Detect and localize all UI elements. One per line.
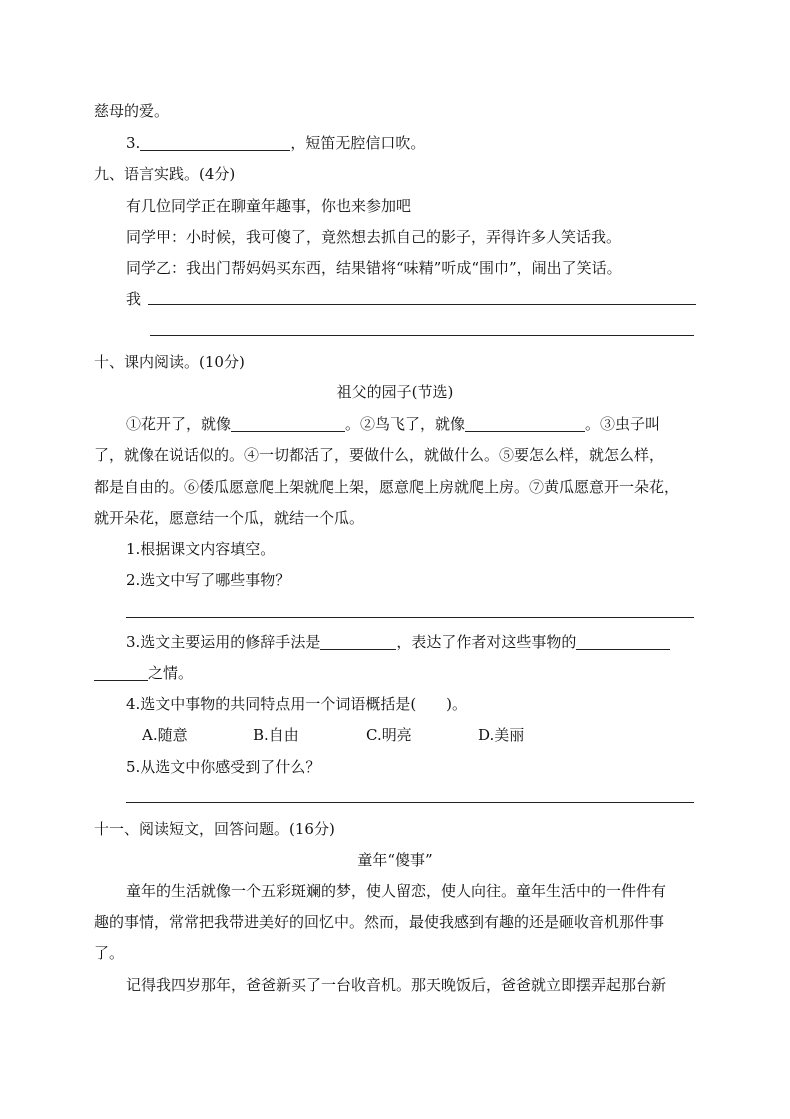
answer-line[interactable] [150, 335, 694, 336]
answer-blank[interactable] [320, 635, 396, 650]
passage-line: 就开朵花，愿意结一个瓜，就结一个瓜。 [94, 509, 365, 527]
question-2: 2.选文中写了哪些事物？ [126, 571, 291, 589]
question-text: 之情。 [148, 664, 194, 682]
passage-text: ①花开了，就像 [126, 415, 232, 433]
answer-blank[interactable] [576, 635, 670, 650]
passage-line [126, 414, 660, 434]
passage-text: 。②鸟飞了，就像 [345, 415, 466, 433]
dialogue-line: 同学甲：小时候，我可傻了，竟然想去抓自己的影子，弄得许多人笑话我。 [126, 228, 622, 246]
question-text: ，表达了作者对这些事物的 [396, 633, 577, 651]
option-a[interactable]: A.随意 [142, 726, 188, 744]
question-4: 4.选文中事物的共同特点用一个词语概括是( )。 [126, 695, 468, 713]
passage-line: 童年的生活就像一个五彩斑斓的梦，使人留恋，使人向往。童年生活中的一件件有 [126, 882, 667, 900]
section-heading: 十一、阅读短文，回答问题。(16分) [94, 820, 335, 838]
passage-title: 童年“傻事” [357, 851, 433, 869]
answer-line[interactable] [126, 617, 694, 618]
dialogue-line: 同学乙：我出门帮妈妈买东西，结果错将“味精”听成“围巾”，闹出了笑话。 [126, 259, 622, 277]
passage-line: 趣的事情，常常把我带进美好的回忆中。然而，最使我感到有趣的还是砸收音机那件事 [94, 913, 665, 931]
question-5: 5.从选文中你感受到了什么？ [126, 758, 321, 776]
question-3-continuation [94, 663, 193, 683]
section-heading: 十、课内阅读。(10分) [94, 353, 245, 371]
option-c[interactable]: C.明亮 [366, 726, 412, 744]
answer-line[interactable] [148, 304, 696, 305]
question-text: ，短笛无腔信口吹。 [290, 134, 426, 152]
question-text: 3.选文主要运用的修辞手法是 [126, 633, 321, 651]
question-3-line [126, 632, 670, 652]
text-line: 慈母的爱。 [94, 102, 170, 120]
option-d[interactable]: D.美丽 [478, 726, 525, 744]
answer-prompt: 我 [126, 290, 142, 308]
passage-line: 记得我四岁那年，爸爸新买了一台收音机。那天晚饭后，爸爸就立即摆弄起那台新 [126, 976, 667, 994]
answer-blank[interactable] [465, 417, 585, 432]
option-b[interactable]: B.自由 [253, 726, 299, 744]
question-number: 3. [126, 134, 141, 152]
passage-line: 都是自由的。⑥倭瓜愿意爬上架就爬上架，愿意爬上房就爬上房。⑦黄瓜愿意开一朵花， [94, 478, 680, 496]
answer-blank[interactable] [231, 417, 345, 432]
answer-blank[interactable] [140, 136, 290, 151]
answer-line[interactable] [126, 802, 694, 803]
section-heading: 九、语言实践。(4分) [94, 165, 236, 183]
passage-text: 。③虫子叫 [585, 415, 661, 433]
text-line: 有几位同学正在聊童年趣事，你也来参加吧 [126, 197, 412, 215]
answer-blank[interactable] [94, 666, 148, 681]
passage-line: 了，就像在说话似的。④一切都活了，要做什么，就做什么。⑤要怎么样，就怎么样， [94, 446, 665, 464]
passage-line: 了。 [94, 944, 125, 962]
question-3-line [126, 133, 425, 153]
passage-title: 祖父的园子(节选) [336, 383, 454, 401]
question-1: 1.根据课文内容填空。 [126, 540, 276, 558]
